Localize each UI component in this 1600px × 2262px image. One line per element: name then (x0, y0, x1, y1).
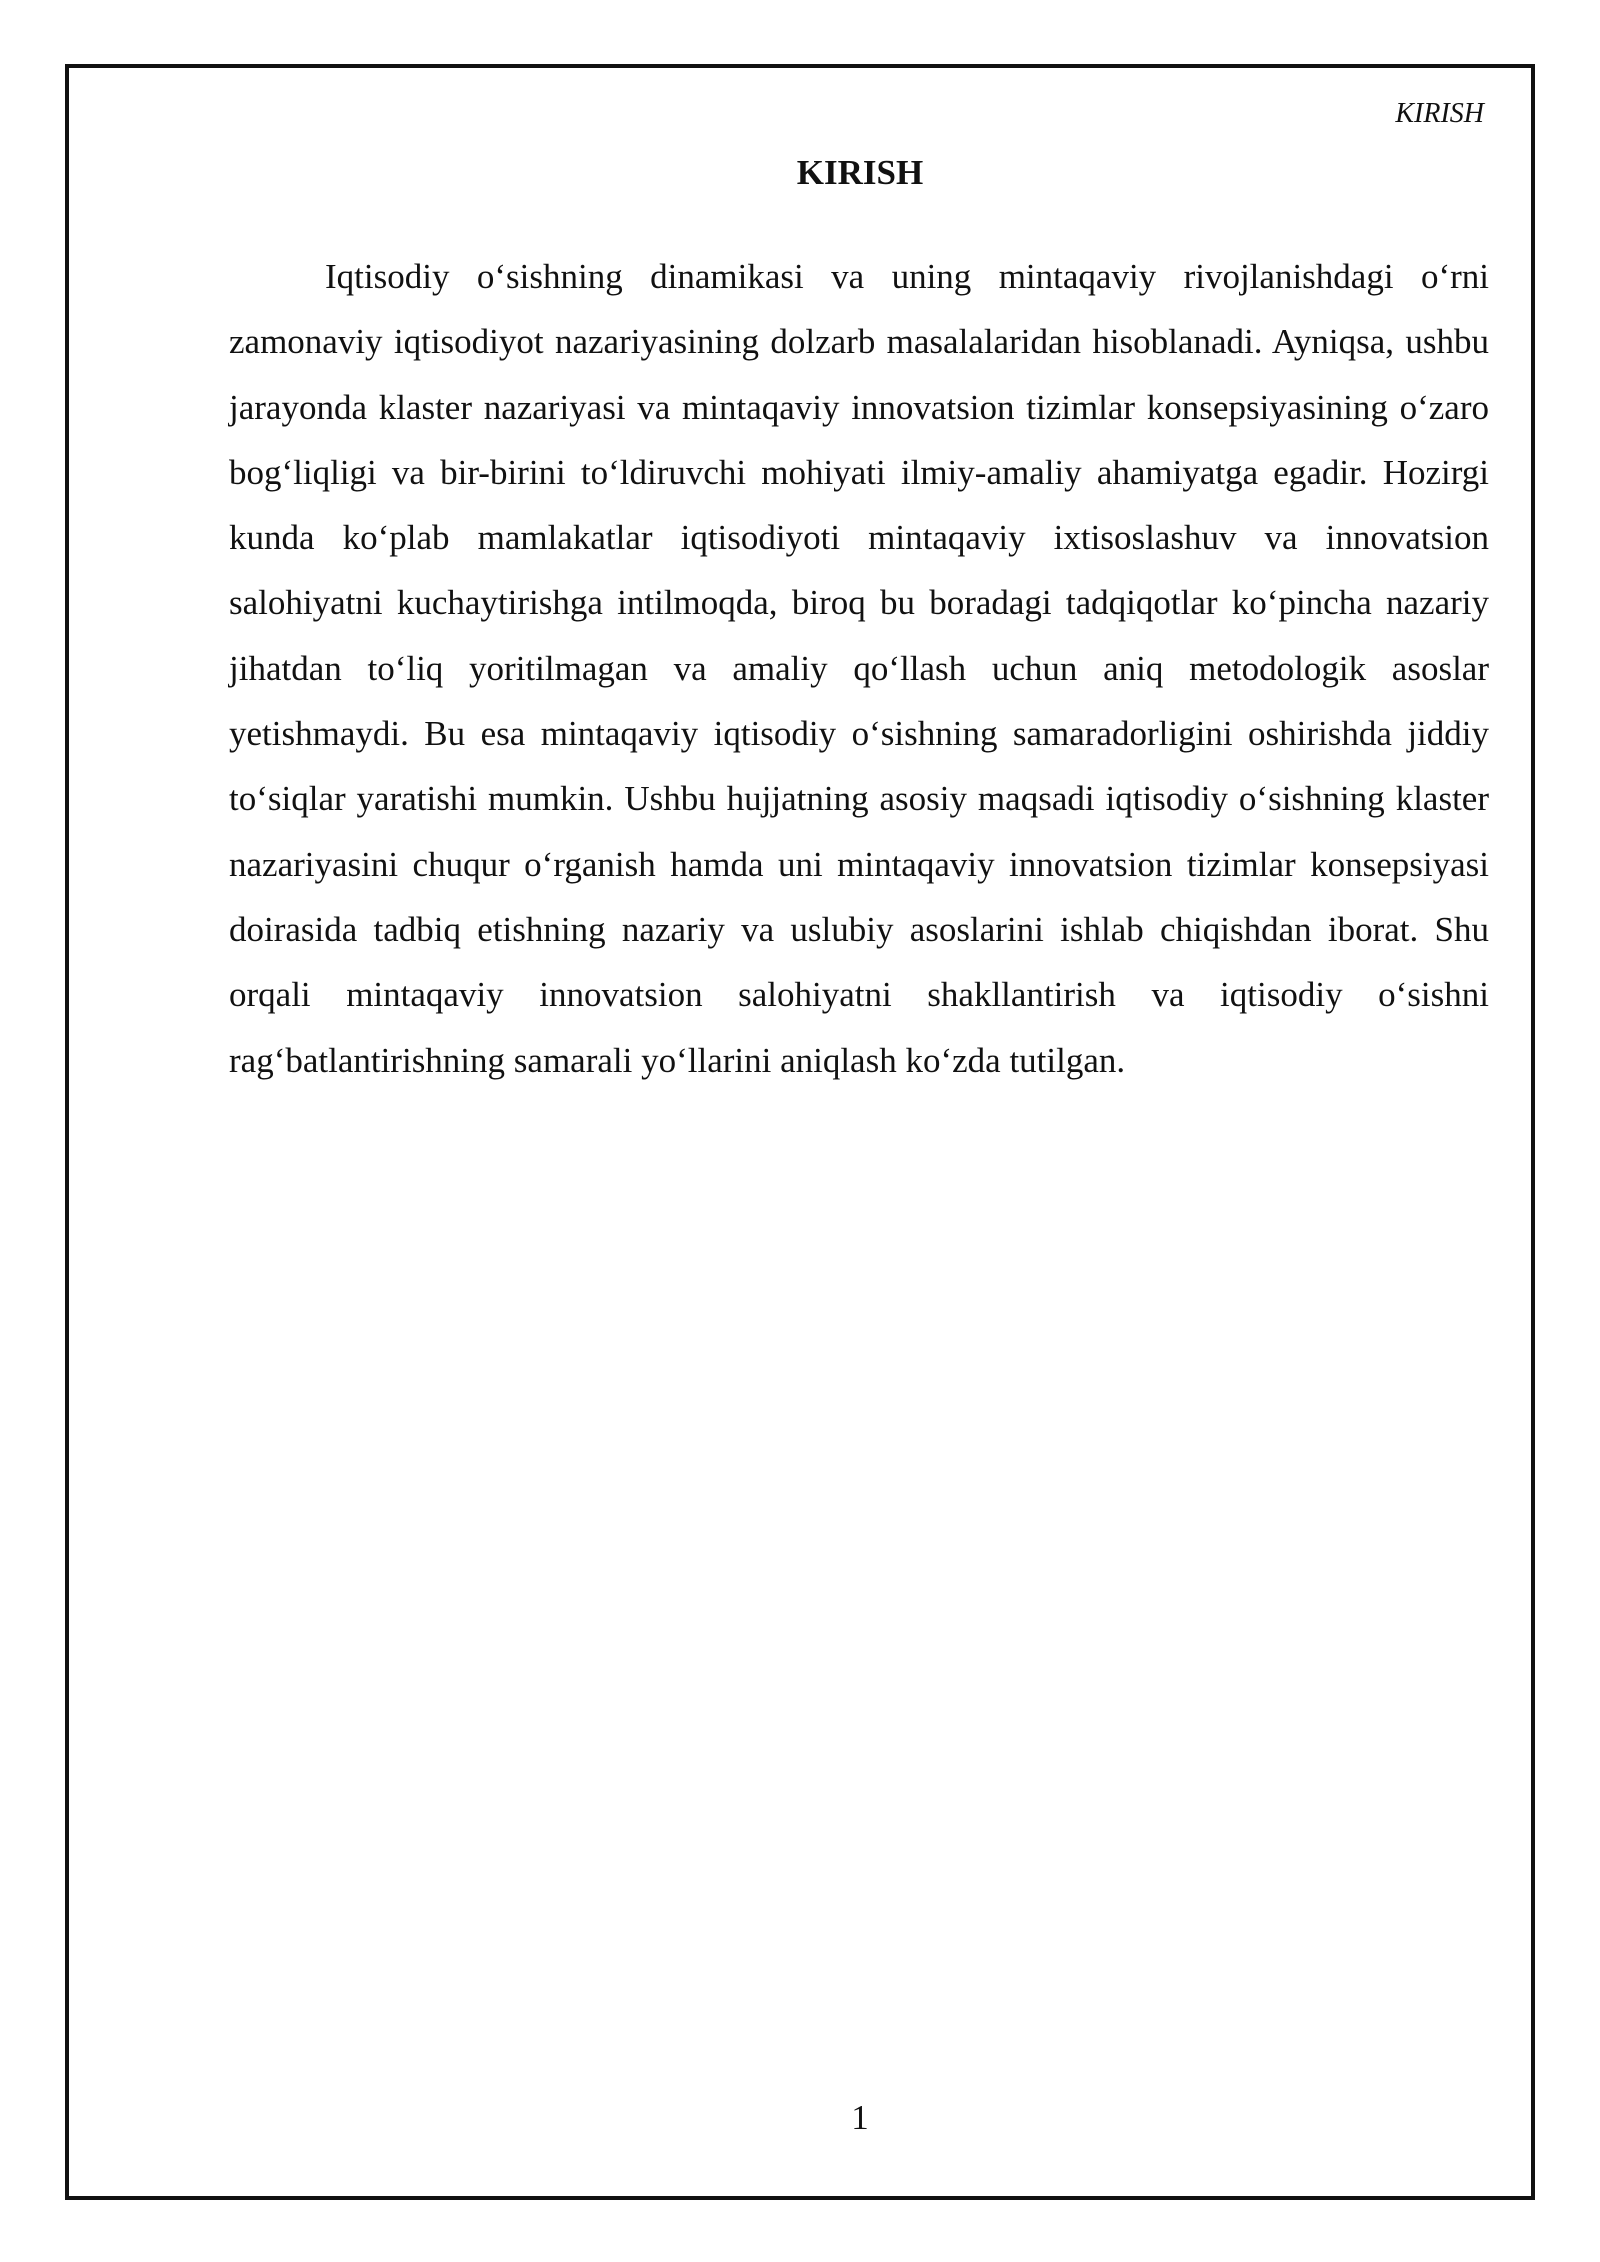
page-title: KIRISH (796, 153, 924, 192)
body-paragraph: Iqtisodiy o‘sishning dinamikasi va uning mintaqaviy rivojlanishdagi o‘rni zamonaviy iqtisodiyot nazariyasining dolzarb masalalaridan hisoblanadi. Ayniqsa, ushbu jarayonda klaster nazariyasi va mintaqaviy innovatsion tizimlar konsepsiyasining o‘zaro bog‘liqligi va bir-birini to‘ldiruvchi mohiyati ilmiy-amaliy ahamiyatga egadir. Hozirgi kunda ko‘plab mamlakatlar iqtisodiyoti mintaqaviy ixtisoslashuv va innovatsion salohiyatni kuchaytirishga intilmoqda, biroq bu boradagi tadqiqotlar ko‘pincha nazariy jihatdan to‘liq yoritilmagan va amaliy qo‘llash uchun aniq metodologik asoslar yetishmaydi. Bu esa mintaqaviy iqtisodiy o‘sishning samaradorligini oshirishda jiddiy to‘siqlar yaratishi mumkin. Ushbu hujjatning asosiy maqsadi iqtisodiy o‘sishning klaster nazariyasini chuqur o‘rganish hamda uni mintaqaviy innovatsion tizimlar konsepsiyasi doirasida tadbiq etishning nazariy va uslubiy asoslarini ishlab chiqishdan iborat. Shu orqali mintaqaviy innovatsion salohiyatni shakllantirish va iqtisodiy o‘sishni rag‘batlantirishning samarali yo‘llarini aniqlash ko‘zda tutilgan. (229, 257, 1489, 1080)
page-number: 1 (851, 2098, 869, 2137)
running-header: KIRISH (1395, 98, 1484, 129)
